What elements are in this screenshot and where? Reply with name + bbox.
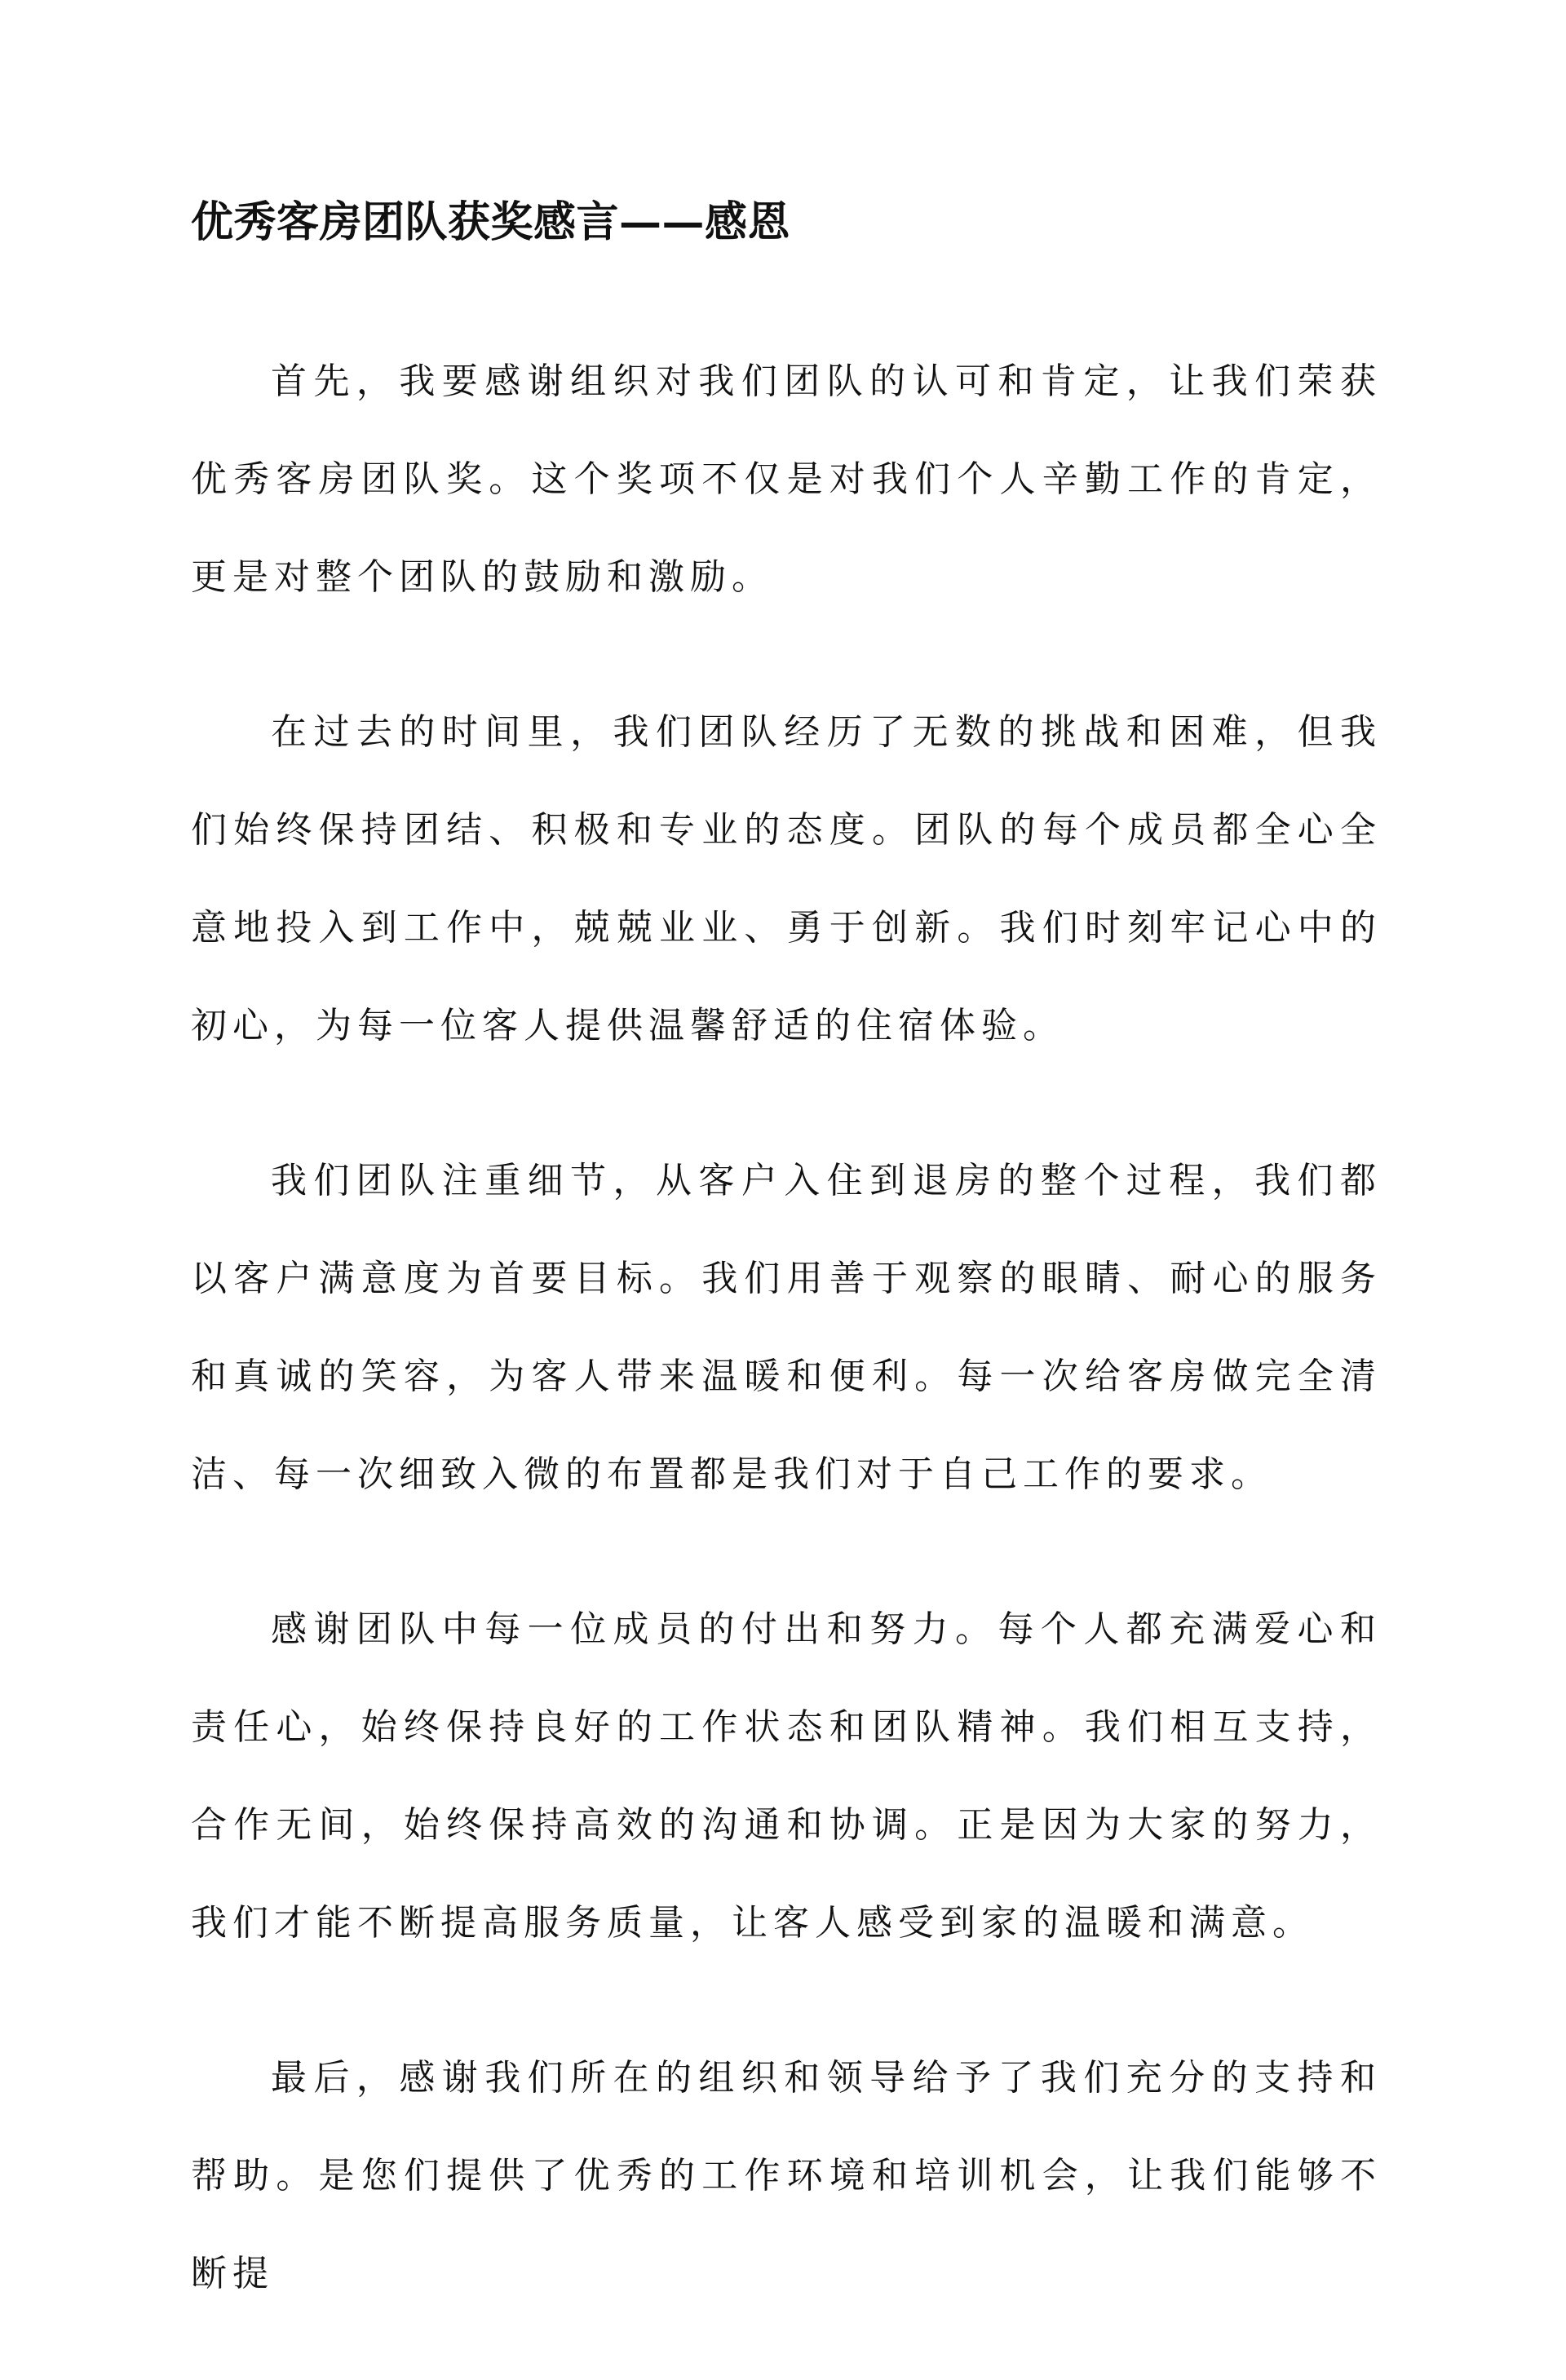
document-title: 优秀客房团队获奖感言——感恩	[191, 197, 791, 247]
paragraph-1: 首先，我要感谢组织对我们团队的认可和肯定，让我们荣获优秀客房团队奖。这个奖项不仅是对我们个人辛勤工作的肯定，更是对整个团队的鼓励和激励。	[191, 361, 1382, 598]
paragraph-2: 在过去的时间里，我们团队经历了无数的挑战和困难，但我们始终保持团结、积极和专业的态度。团队的每个成员都全心全意地投入到工作中，兢兢业业、勇于创新。我们时刻牢记心中的初心，为每一位客人提供温馨舒适的住宿体验。	[191, 711, 1382, 1046]
paragraph-5: 最后，感谢我们所在的组织和领导给予了我们充分的支持和帮助。是您们提供了优秀的工作环境和培训机会，让我们能够不断提	[191, 2057, 1382, 2294]
paragraph-4: 感谢团队中每一位成员的付出和努力。每个人都充满爱心和责任心，始终保持良好的工作状态和团队精神。我们相互支持，合作无间，始终保持高效的沟通和协调。正是因为大家的努力，我们才能不断提高服务质量，让客人感受到家的温暖和满意。	[191, 1608, 1382, 1944]
document-body	[191, 333, 1382, 2380]
paragraph-3: 我们团队注重细节，从客户入住到退房的整个过程，我们都以客户满意度为首要目标。我们用善于观察的眼睛、耐心的服务和真诚的笑容，为客人带来温暖和便利。每一次给客房做完全清洁、每一次细致入微的布置都是我们对于自己工作的要求。	[191, 1160, 1382, 1495]
